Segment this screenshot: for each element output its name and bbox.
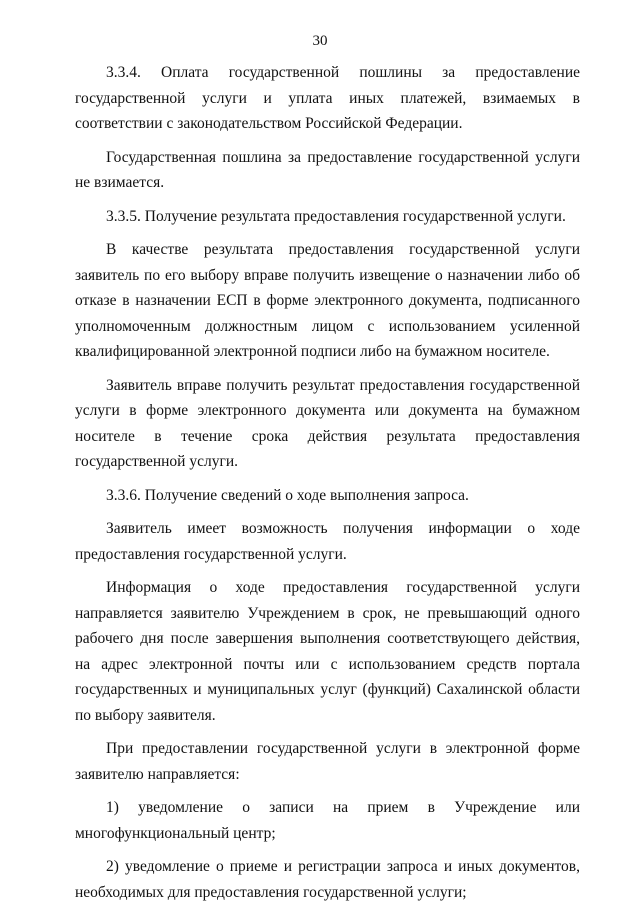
paragraph-status-info-right: Заявитель имеет возможность получения информации о ходе предоставления государственной услуги. xyxy=(75,520,580,563)
paragraph-3-3-5-heading: 3.3.5. Получение результата предоставления государственной услуги. xyxy=(106,207,566,225)
paragraph-result-options: В качестве результата предоставления государственной услуги заявитель по его выбору вправе получить извещение о назначении либо об отказе в назначении ЕСП в форме электронного документа, подписанного уполномоченным должностным лицом с использованием усиленной квалифицированной электронной подписи либо на бумажном носителе. xyxy=(75,241,580,360)
page-number: 30 xyxy=(312,33,328,49)
paragraph-notifications-intro: При предоставлении государственной услуги в электронной форме заявителю направляется: xyxy=(75,740,580,783)
list-item-2: 2) уведомление о приеме и регистрации запроса и иных документов, необходимых для предоставления государственной услуги; xyxy=(75,858,580,901)
paragraph-result-form: Заявитель вправе получить результат предоставления государственной услуги в форме электронного документа или документа на бумажном носителе в течение срока действия результата предоставления государственной услуги. xyxy=(75,376,580,470)
paragraph-3-3-6-heading: 3.3.6. Получение сведений о ходе выполнения запроса. xyxy=(106,486,469,504)
list-item-1: 1) уведомление о записи на прием в Учреждение или многофункциональный центр; xyxy=(75,799,580,842)
paragraph-status-info-delivery: Информация о ходе предоставления государственной услуги направляется заявителю Учреждением в срок, не превышающий одного рабочего дня после завершения выполнения соответствующего действия, на адрес электронной почты или с использованием средств портала государственных и муниципальных услуг (функций) Сахалинской области по выбору заявителя. xyxy=(75,579,580,724)
paragraph-fee-not-charged: Государственная пошлина за предоставление государственной услуги не взимается. xyxy=(75,148,580,191)
paragraph-3-3-4-heading: 3.3.4. Оплата государственной пошлины за предоставление государственной услуги и уплата иных платежей, взимаемых в соответствии с законодательством Российской Федерации. xyxy=(75,64,580,132)
document-body xyxy=(75,60,580,913)
